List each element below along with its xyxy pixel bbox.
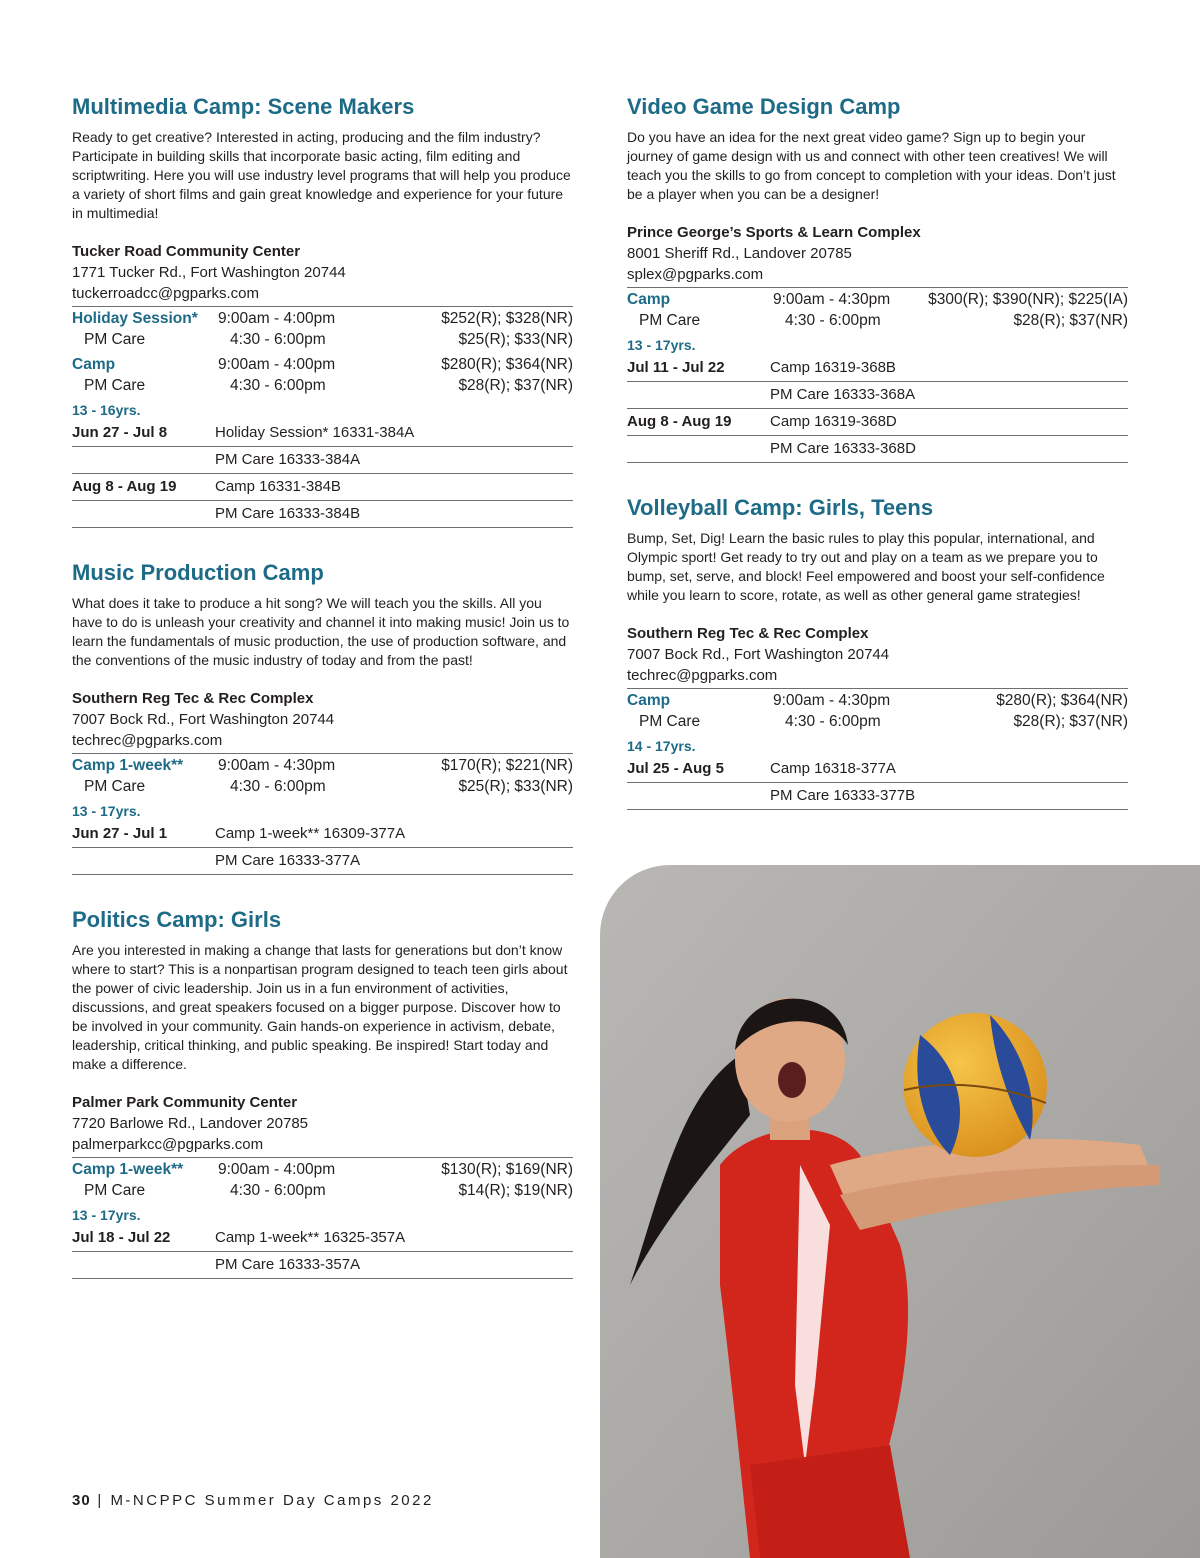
fee-table (72, 1157, 573, 1201)
location-email[interactable]: palmerparkcc@pgparks.com (72, 1136, 264, 1153)
location-address: 7007 Bock Rd., Fort Washington 20744 (72, 711, 335, 728)
session-row (627, 382, 1128, 409)
session-date (72, 449, 215, 471)
fee-price: $280(R); $364(NR) (996, 692, 1128, 709)
fee-label: PM Care (84, 778, 146, 795)
age-range: 13 - 17yrs. (627, 337, 696, 353)
fee-table (72, 306, 573, 396)
fee-row (72, 329, 573, 350)
location-name: Prince George’s Sports & Learn Complex (627, 224, 921, 241)
volleyball-player-illustration (600, 865, 1200, 1558)
section-description: Ready to get creative? Interested in acting, producing and the film industry? Participate in building skills that incorporate basic acting, film editing and scriptwriting. Here you will use industry level programs that will help you produce a variety of short films and gain great knowledge and experience for your future in multimedia! (72, 129, 571, 221)
session-activity: PM Care 16333-368D (770, 440, 916, 457)
fee-time: 4:30 - 6:00pm (230, 778, 326, 795)
session-activity: PM Care 16333-384B (215, 505, 361, 522)
location-address: 7007 Bock Rd., Fort Washington 20744 (627, 646, 890, 663)
session-row (72, 447, 573, 474)
fee-label: PM Care (639, 312, 701, 329)
session-activity: Holiday Session* 16331-384A (215, 424, 415, 441)
fee-row (72, 354, 573, 375)
fee-price: $300(R); $390(NR); $225(IA) (928, 291, 1128, 308)
fee-time: 9:00am - 4:30pm (773, 692, 891, 709)
fee-price: $170(R); $221(NR) (441, 757, 573, 774)
section-description: What does it take to produce a hit song? We will teach you the skills. All you have to do is unleash your creativity and channel it into making music! Join us to learn the fundamentals of music production, the use of production software, and the conventions of the music industry of today and from the past! (72, 595, 570, 668)
page-number: 30 (72, 1492, 91, 1509)
session-date: Aug 8 - Aug 19 (72, 478, 177, 495)
fee-table (72, 753, 573, 797)
fee-time: 4:30 - 6:00pm (230, 377, 326, 394)
location-name: Southern Reg Tec & Rec Complex (72, 690, 314, 707)
section-title: Video Game Design Camp (627, 94, 901, 119)
fee-time: 4:30 - 6:00pm (230, 331, 326, 348)
session-date: Jul 11 - Jul 22 (627, 359, 725, 376)
session-date (72, 1254, 215, 1276)
fee-row (627, 289, 1128, 310)
fee-row (72, 375, 573, 396)
session-activity: PM Care 16333-368A (770, 386, 916, 403)
fee-row (72, 776, 573, 797)
fee-label: PM Care (84, 331, 146, 348)
video-game-design-section (627, 92, 1128, 463)
footer-text: M-NCPPC Summer Day Camps 2022 (110, 1492, 434, 1509)
fee-row (72, 1180, 573, 1201)
fee-row (627, 690, 1128, 711)
location-address: 8001 Sheriff Rd., Landover 20785 (627, 245, 852, 262)
fee-row (72, 755, 573, 776)
volleyball-player-photo (600, 865, 1200, 1558)
fee-time: 9:00am - 4:00pm (218, 1161, 336, 1178)
session-activity: Camp 1-week** 16325-357A (215, 1229, 406, 1246)
multimedia-camp-section (72, 92, 573, 528)
session-row (72, 821, 573, 848)
fee-time: 9:00am - 4:00pm (218, 310, 336, 327)
session-activity: Camp 16318-377A (770, 760, 896, 777)
session-activity: PM Care 16333-357A (215, 1256, 361, 1273)
session-row (627, 756, 1128, 783)
session-date (627, 438, 770, 460)
fee-label: PM Care (84, 377, 146, 394)
footer-separator: | (97, 1492, 104, 1509)
session-date: Aug 8 - Aug 19 (627, 413, 732, 430)
session-row (72, 1252, 573, 1279)
session-activity: PM Care 16333-384A (215, 451, 361, 468)
section-description: Bump, Set, Dig! Learn the basic rules to play this popular, international, and Olympic sport! Get ready to try out and play on a team as we prepare you to bump, set, serve, and block! Feel empowered and boost your self-confidence while you learn to score, rotate, as well as other general game strategies! (627, 530, 1105, 603)
fee-price: $28(R); $37(NR) (1013, 713, 1128, 730)
location-email[interactable]: techrec@pgparks.com (72, 732, 223, 749)
session-activity: Camp 16331-384B (215, 478, 341, 495)
age-range: 14 - 17yrs. (627, 738, 696, 754)
fee-price: $25(R); $33(NR) (458, 778, 573, 795)
fee-row (72, 308, 573, 329)
fee-row (627, 310, 1128, 331)
location-address: 7720 Barlowe Rd., Landover 20785 (72, 1115, 309, 1132)
fee-price: $130(R); $169(NR) (441, 1161, 573, 1178)
location-name: Tucker Road Community Center (72, 243, 301, 260)
fee-label: Camp (627, 291, 671, 308)
fee-time: 4:30 - 6:00pm (785, 713, 881, 730)
location-email[interactable]: tuckerroadcc@pgparks.com (72, 285, 259, 302)
fee-label: Holiday Session* (72, 310, 198, 327)
session-row (627, 409, 1128, 436)
session-row (72, 474, 573, 501)
fee-row (72, 1159, 573, 1180)
session-date: Jul 25 - Aug 5 (627, 760, 724, 777)
session-row (627, 355, 1128, 382)
section-title: Politics Camp: Girls (72, 907, 282, 932)
politics-camp-section (72, 905, 573, 1279)
session-activity: PM Care 16333-377A (215, 852, 361, 869)
fee-price: $28(R); $37(NR) (1013, 312, 1128, 329)
session-row (627, 436, 1128, 463)
fee-label: Camp 1-week** (72, 1161, 184, 1178)
page-footer (72, 1492, 434, 1509)
session-date (72, 503, 215, 525)
age-range: 13 - 16yrs. (72, 402, 141, 418)
fee-price: $280(R); $364(NR) (441, 356, 573, 373)
location-email[interactable]: techrec@pgparks.com (627, 667, 778, 684)
left-column (72, 92, 573, 1303)
fee-price: $14(R); $19(NR) (458, 1182, 573, 1199)
section-title: Volleyball Camp: Girls, Teens (627, 495, 934, 520)
fee-time: 4:30 - 6:00pm (230, 1182, 326, 1199)
fee-label: PM Care (84, 1182, 146, 1199)
age-range: 13 - 17yrs. (72, 803, 141, 819)
session-row (72, 501, 573, 528)
session-row (72, 1225, 573, 1252)
location-name: Southern Reg Tec & Rec Complex (627, 625, 869, 642)
fee-price: $252(R); $328(NR) (441, 310, 573, 327)
fee-table (627, 688, 1128, 732)
session-activity: Camp 1-week** 16309-377A (215, 825, 406, 842)
session-row (72, 848, 573, 875)
session-date (627, 785, 770, 807)
fee-price: $28(R); $37(NR) (458, 377, 573, 394)
fee-table (627, 287, 1128, 331)
session-row (627, 783, 1128, 810)
age-range: 13 - 17yrs. (72, 1207, 141, 1223)
location-address: 1771 Tucker Rd., Fort Washington 20744 (72, 264, 346, 281)
section-title: Multimedia Camp: Scene Makers (72, 94, 415, 119)
session-date: Jul 18 - Jul 22 (72, 1229, 171, 1246)
session-date (627, 384, 770, 406)
session-date: Jun 27 - Jul 8 (72, 424, 168, 441)
fee-time: 9:00am - 4:00pm (218, 356, 336, 373)
session-date (72, 850, 215, 872)
location-email[interactable]: splex@pgparks.com (627, 266, 764, 283)
session-activity: Camp 16319-368D (770, 413, 897, 430)
section-description: Are you interested in making a change that lasts for generations but don’t know where to start? This is a nonpartisan program designed to teach teen girls about the power of civic leadership. Join us in a fun environment of activities, discussions, and great speakers focused on a bigger purpose. Discover how to be involved in your community. Gain hands-on experience in activism, debate, leadership, critical thinking, and public speaking. Be inspired! Start today and make a difference. (72, 942, 568, 1072)
location-name: Palmer Park Community Center (72, 1094, 298, 1111)
session-activity: Camp 16319-368B (770, 359, 896, 376)
right-column (627, 92, 1128, 834)
fee-time: 9:00am - 4:30pm (218, 757, 336, 774)
fee-label: Camp (72, 356, 116, 373)
fee-label: PM Care (639, 713, 701, 730)
session-activity: PM Care 16333-377B (770, 787, 916, 804)
fee-time: 4:30 - 6:00pm (785, 312, 881, 329)
volleyball-camp-section (627, 493, 1128, 810)
section-title: Music Production Camp (72, 560, 324, 585)
fee-label: Camp (627, 692, 671, 709)
fee-price: $25(R); $33(NR) (458, 331, 573, 348)
fee-time: 9:00am - 4:30pm (773, 291, 891, 308)
fee-label: Camp 1-week** (72, 757, 184, 774)
session-date: Jun 27 - Jul 1 (72, 825, 168, 842)
session-row (72, 420, 573, 447)
music-production-section (72, 558, 573, 875)
fee-row (627, 711, 1128, 732)
section-description: Do you have an idea for the next great video game? Sign up to begin your journey of game design with us and connect with other teen creatives! We will teach you the skills to go from concept to completion with your ideas. Don’t just be a player when you can be a designer! (627, 129, 1116, 202)
